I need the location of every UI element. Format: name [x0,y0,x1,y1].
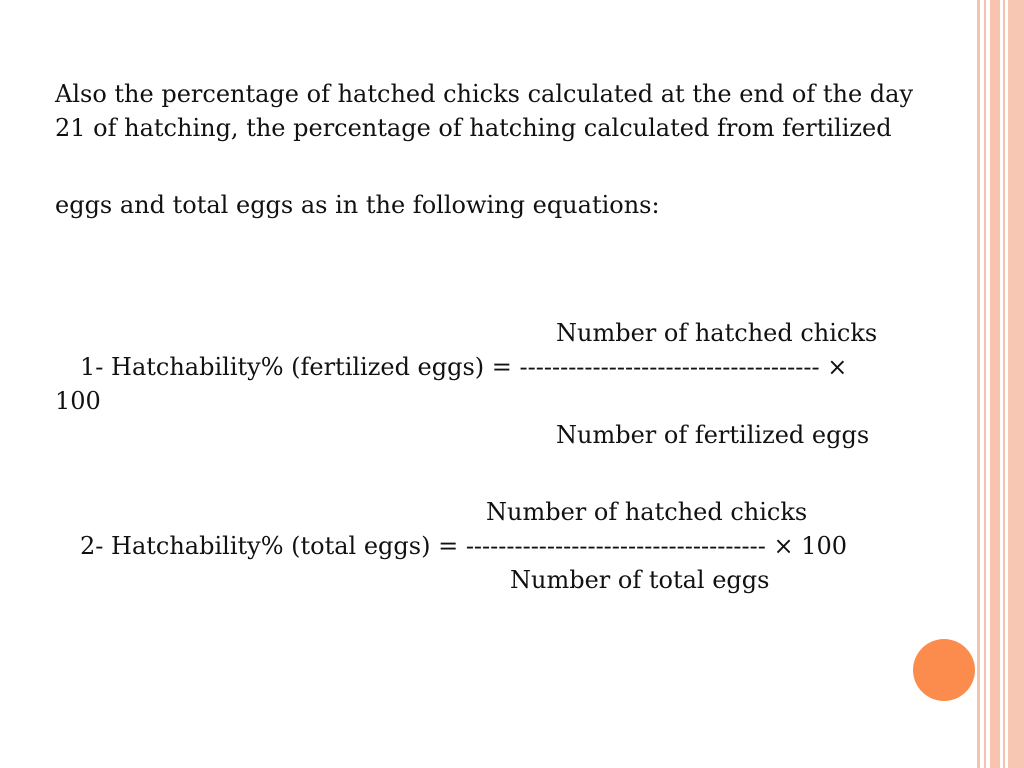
decorative-stripe [984,0,986,768]
decorative-circle [913,639,975,701]
decorative-stripe [1003,0,1005,768]
equation1-multiplier: 100 [55,387,101,415]
intro-paragraph-continuation: eggs and total eggs as in the following equations: [55,191,660,219]
equation2-denominator: Number of total eggs [510,566,770,594]
equation1-denominator: Number of fertilized eggs [556,421,870,449]
decorative-stripe [990,0,1000,768]
equation2-main: 2- Hatchability% (total eggs) = ------------------------------------- × 100 [80,532,848,560]
decorative-stripe [977,0,980,768]
equation1-main: 1- Hatchability% (fertilized eggs) = ------------------------------------- × [80,353,848,381]
intro-paragraph: Also the percentage of hatched chicks calculated at the end of the day 21 of hatching, the percentage of hatching calculated from fertilized [55,80,914,142]
equation2-numerator: Number of hatched chicks [486,498,808,526]
decorative-stripe [1008,0,1024,768]
equation1-numerator: Number of hatched chicks [556,319,878,347]
